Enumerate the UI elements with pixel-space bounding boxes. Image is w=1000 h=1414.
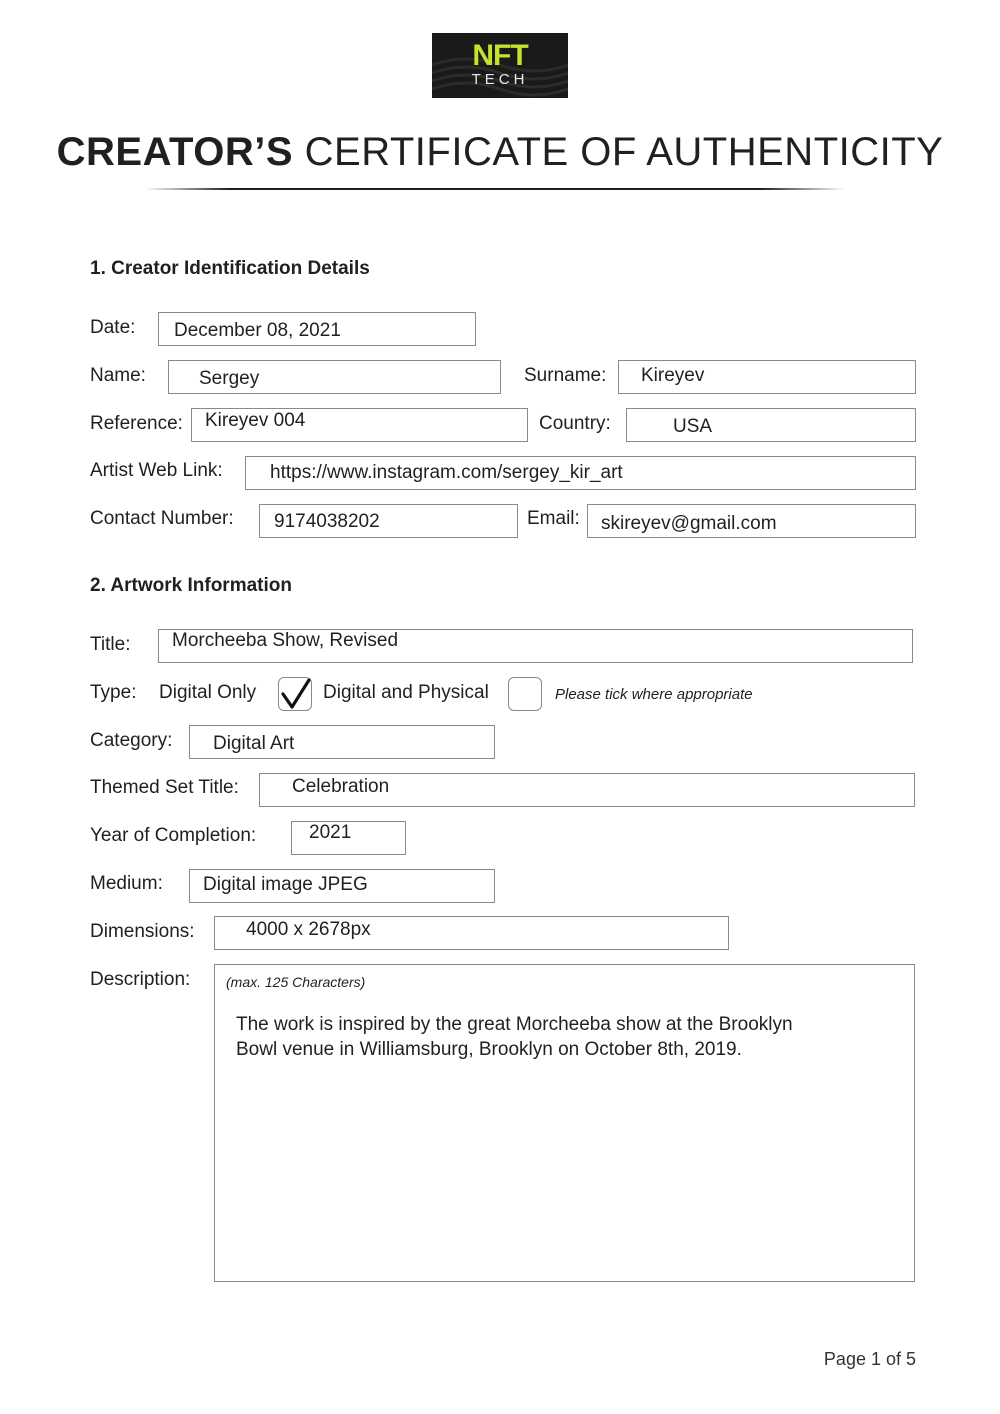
medium-label: Medium: xyxy=(90,873,163,894)
nft-tech-logo xyxy=(432,33,568,98)
surname-field[interactable] xyxy=(618,360,916,394)
page-title xyxy=(0,128,1000,176)
name-label: Name: xyxy=(90,365,146,386)
medium-value: Digital image JPEG xyxy=(203,874,368,895)
description-line-2: Bowl venue in Williamsburg, Brooklyn on October 8th, 2019. xyxy=(236,1039,742,1060)
name-value: Sergey xyxy=(199,368,260,389)
email-label: Email: xyxy=(527,508,580,529)
title-bold: CREATOR’S xyxy=(56,130,294,174)
artwork-title-field[interactable] xyxy=(158,629,913,663)
date-label: Date: xyxy=(90,317,136,338)
surname-value: Kireyev xyxy=(641,365,705,386)
type-option-digital-only-label: Digital Only xyxy=(159,682,257,703)
reference-field[interactable] xyxy=(191,408,528,442)
reference-value: Kireyev 004 xyxy=(205,410,306,431)
category-value: Digital Art xyxy=(213,733,295,754)
country-field[interactable] xyxy=(626,408,916,442)
contact-field[interactable] xyxy=(259,504,518,538)
section-creator-heading: 1. Creator Identification Details xyxy=(90,258,370,279)
weblink-field[interactable] xyxy=(245,456,916,490)
description-text xyxy=(236,1012,896,1062)
title-label: Title: xyxy=(90,634,131,655)
name-field[interactable] xyxy=(168,360,501,394)
email-value: skireyev@gmail.com xyxy=(601,513,777,534)
dimensions-value: 4000 x 2678px xyxy=(246,919,371,940)
surname-label: Surname: xyxy=(524,365,607,386)
artwork-title-value: Morcheeba Show, Revised xyxy=(172,630,399,651)
country-label: Country: xyxy=(539,413,611,434)
digital-physical-checkbox[interactable] xyxy=(508,677,542,711)
description-label: Description: xyxy=(90,969,191,990)
type-label: Type: xyxy=(90,682,137,703)
logo-nft-text: NFT xyxy=(472,39,528,72)
title-divider xyxy=(145,188,845,190)
themed-set-field[interactable] xyxy=(259,773,915,807)
type-option-digital-physical-label: Digital and Physical xyxy=(323,682,489,703)
year-field[interactable] xyxy=(291,821,406,855)
dimensions-field[interactable] xyxy=(214,916,729,950)
date-field[interactable] xyxy=(158,312,476,346)
digital-only-checkbox[interactable] xyxy=(278,677,312,711)
year-label: Year of Completion: xyxy=(90,825,257,846)
contact-value: 9174038202 xyxy=(274,511,380,532)
description-hint: (max. 125 Characters) xyxy=(226,974,366,990)
weblink-value: https://www.instagram.com/sergey_kir_art xyxy=(270,462,623,483)
page-number: Page 1 of 5 xyxy=(823,1349,916,1369)
themed-set-label: Themed Set Title: xyxy=(90,777,239,798)
contact-label: Contact Number: xyxy=(90,508,234,529)
section-artwork-heading: 2. Artwork Information xyxy=(90,575,292,596)
medium-field[interactable] xyxy=(189,869,495,903)
category-label: Category: xyxy=(90,730,173,751)
type-hint: Please tick where appropriate xyxy=(555,686,753,703)
dimensions-label: Dimensions: xyxy=(90,921,195,942)
themed-set-value: Celebration xyxy=(292,776,390,797)
email-field[interactable] xyxy=(587,504,916,538)
weblink-label: Artist Web Link: xyxy=(90,460,223,481)
reference-label: Reference: xyxy=(90,413,183,434)
description-field[interactable] xyxy=(214,964,915,1282)
year-value: 2021 xyxy=(309,822,352,843)
checkmark-icon xyxy=(278,677,312,711)
date-value: December 08, 2021 xyxy=(174,320,341,341)
logo-tech-text: TECH xyxy=(471,71,529,88)
category-field[interactable] xyxy=(189,725,495,759)
title-rest: CERTIFICATE OF AUTHENTICITY xyxy=(304,130,944,174)
description-line-1: The work is inspired by the great Morcheeba show at the Brooklyn xyxy=(236,1014,793,1035)
country-value: USA xyxy=(673,416,713,437)
